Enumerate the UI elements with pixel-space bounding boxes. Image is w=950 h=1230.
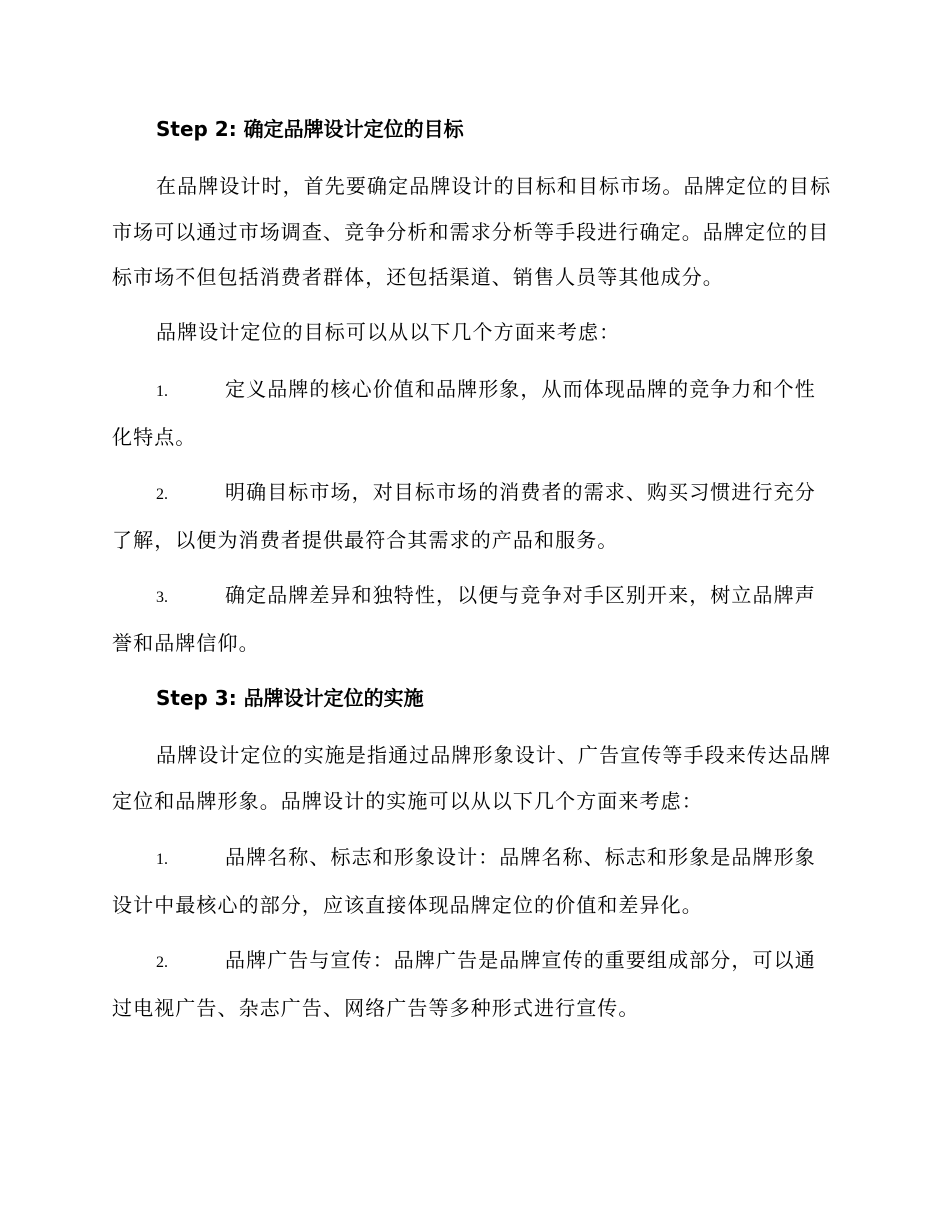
section-2-list-item-2 [112,470,834,563]
list-item-number: 2. [156,486,168,503]
list-item-number: 2. [156,954,168,971]
list-item-number: 1. [156,851,168,868]
list-item-number: 1. [156,383,168,400]
section-heading-step-2: Step 2: 确定品牌设计定位的目标 [156,117,464,141]
section-2-intro-paragraph: 在品牌设计时，首先要确定品牌设计的目标和目标市场。品牌定位的目标市场可以通过市场调查、竞争分析和需求分析等手段进行确定。品牌定位的目标市场不但包括消费者群体，还包括渠道、销售人员等其他成分。 [112,174,832,289]
section-3-list-item-2 [112,938,834,1031]
list-item-text: 定义品牌的核心价值和品牌形象，从而体现品牌的竞争力和个性化特点。 [112,377,816,449]
section-2-list-item-3 [112,573,834,666]
list-item-text: 确定品牌差异和独特性，以便与竞争对手区别开来，树立品牌声誉和品牌信仰。 [112,583,816,655]
section-2-list-item-1 [112,367,834,460]
section-3-intro-paragraph: 品牌设计定位的实施是指通过品牌形象设计、广告宣传等手段来传达品牌定位和品牌形象。品牌设计的实施可以从以下几个方面来考虑： [112,743,832,813]
section-2-lead-paragraph: 品牌设计定位的目标可以从以下几个方面来考虑： [156,320,621,344]
list-item-text: 品牌广告与宣传：品牌广告是品牌宣传的重要组成部分，可以通过电视广告、杂志广告、网络广告等多种形式进行宣传。 [112,948,816,1020]
section-heading-step-3: Step 3: 品牌设计定位的实施 [156,686,424,710]
list-item-text: 品牌名称、标志和形象设计：品牌名称、标志和形象是品牌形象设计中最核心的部分，应该直接体现品牌定位的价值和差异化。 [112,845,816,917]
list-item-text: 明确目标市场，对目标市场的消费者的需求、购买习惯进行充分了解，以便为消费者提供最符合其需求的产品和服务。 [112,480,816,552]
list-item-number: 3. [156,589,168,606]
section-3-list-item-1 [112,835,834,928]
